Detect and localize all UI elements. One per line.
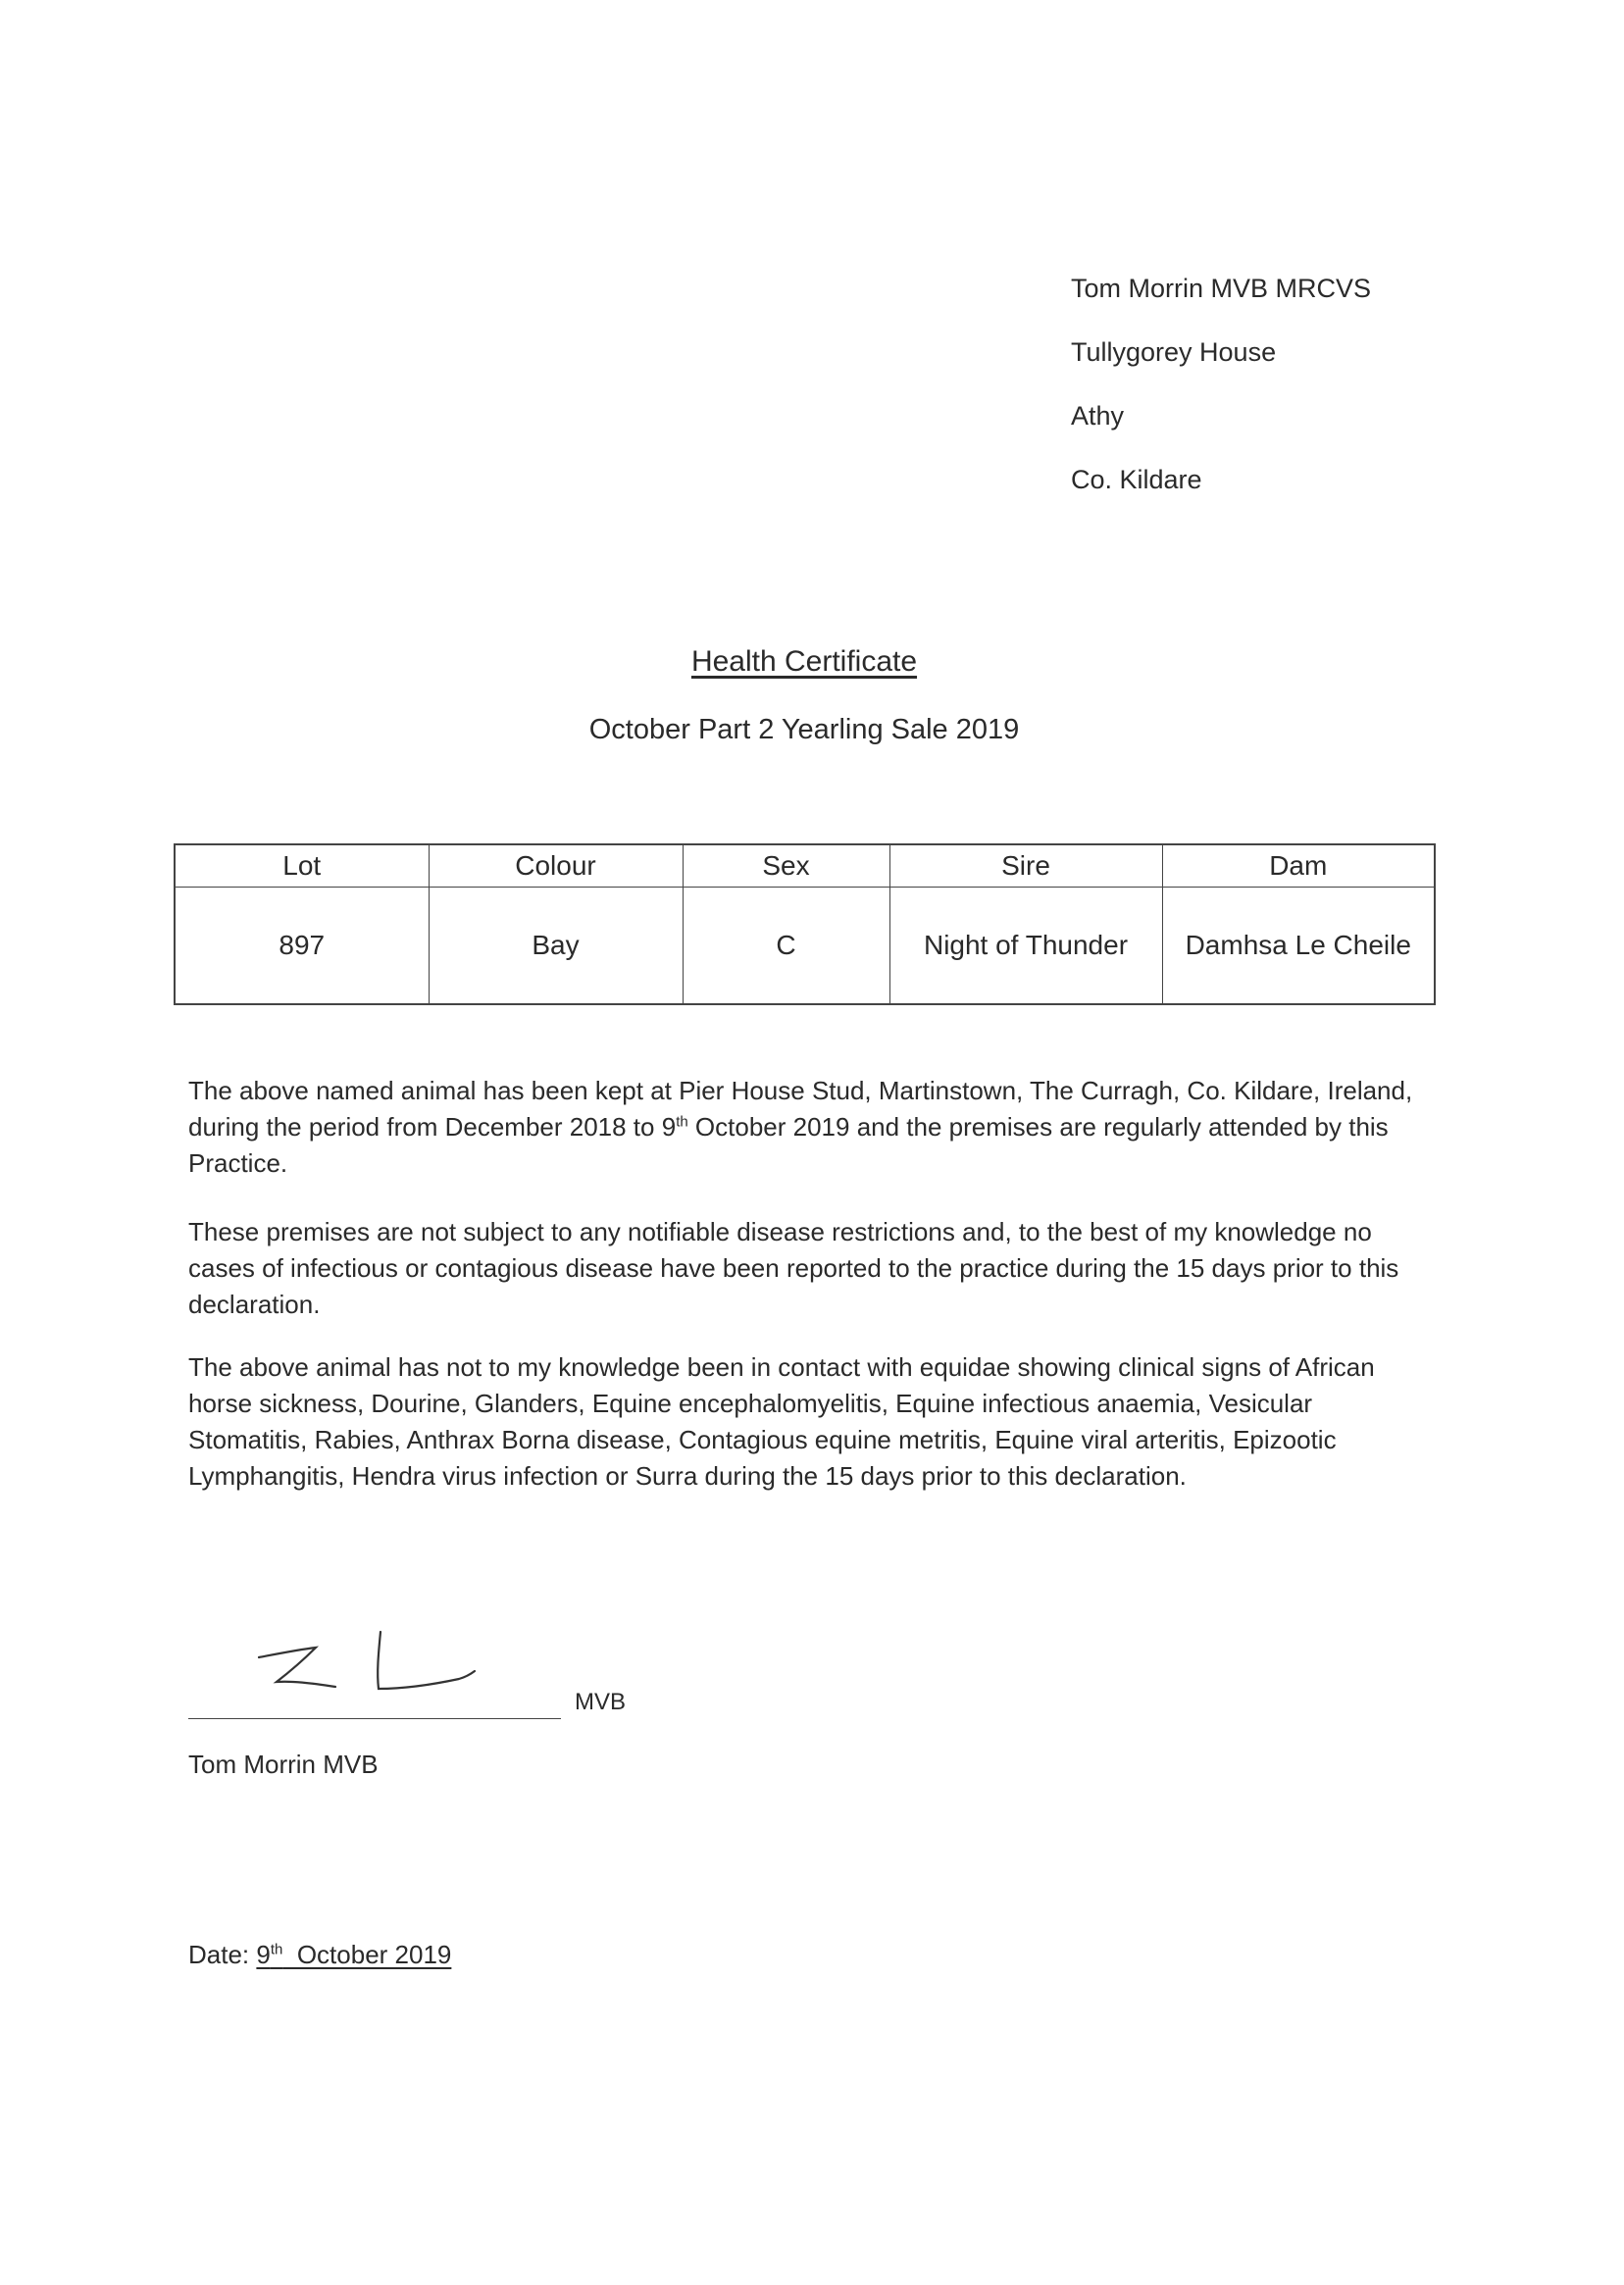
signature-line <box>188 1718 561 1719</box>
vet-address-block <box>1071 257 1371 512</box>
date-value <box>256 1940 451 1969</box>
table-row <box>175 888 1435 1005</box>
vet-name: Tom Morrin MVB MRCVS <box>1071 274 1372 303</box>
lot-details-table <box>174 843 1436 1005</box>
paragraph-restrictions: These premises are not subject to any notifiable disease restrictions and, to the best of my knowledge no cases of infectious or contagious disease have been reported to the practice during the 15 days prior to this declaration. <box>188 1217 1399 1319</box>
cell-lot: 897 <box>175 888 429 1005</box>
header-sex: Sex <box>683 844 889 888</box>
date-rest: October 2019 <box>282 1940 452 1969</box>
cell-sire: Night of Thunder <box>889 888 1162 1005</box>
header-colour: Colour <box>429 844 683 888</box>
date-day: 9 <box>256 1940 271 1969</box>
paragraph-premises-part-a: The above named animal has been kept at Pier House Stud, Martinstown, The Curragh, Co. Kildare, Ireland, during the period from December 2018 to 9 <box>188 1076 1413 1142</box>
paragraph-premises <box>188 1073 1434 1182</box>
address-line-3: Co. Kildare <box>1071 465 1202 494</box>
header-dam: Dam <box>1162 844 1435 888</box>
cell-colour: Bay <box>429 888 683 1005</box>
certificate-subtitle: October Part 2 Yearling Sale 2019 <box>588 714 1020 745</box>
signer-name: Tom Morrin MVB <box>188 1750 379 1779</box>
signature-suffix: MVB <box>575 1689 627 1715</box>
date-day-ordinal: th <box>270 1941 283 1958</box>
header-lot: Lot <box>175 844 429 888</box>
paragraph-contact-declaration: The above animal has not to my knowledge been in contact with equidae showing clinical signs of African horse sickness, Dourine, Glanders, Equine encephalomyelitis, Equine infectious anaemia, Vesicular Stomatitis, Rabies, Anthrax Borna disease, Contagious equine metritis, Equine viral arteritis, Epizootic Lymphangitis, Hendra virus infection or Surra during the 15 days prior to this declaration. <box>188 1352 1375 1491</box>
cell-sex: C <box>683 888 889 1005</box>
certificate-title: Health Certificate <box>690 645 918 678</box>
paragraph-premises-ordinal: th <box>676 1113 688 1131</box>
date-label: Date: <box>188 1940 250 1969</box>
cell-dam: Damhsa Le Cheile <box>1162 888 1435 1005</box>
header-sire: Sire <box>889 844 1162 888</box>
date-line <box>188 1940 451 1970</box>
address-line-2: Athy <box>1071 401 1125 431</box>
handwritten-signature <box>245 1628 500 1706</box>
paragraph-premises-part-b: October 2019 and the premises are regularly attended by this Practice. <box>188 1112 1389 1178</box>
table-header-row <box>175 844 1435 888</box>
address-line-1: Tullygorey House <box>1071 337 1277 367</box>
